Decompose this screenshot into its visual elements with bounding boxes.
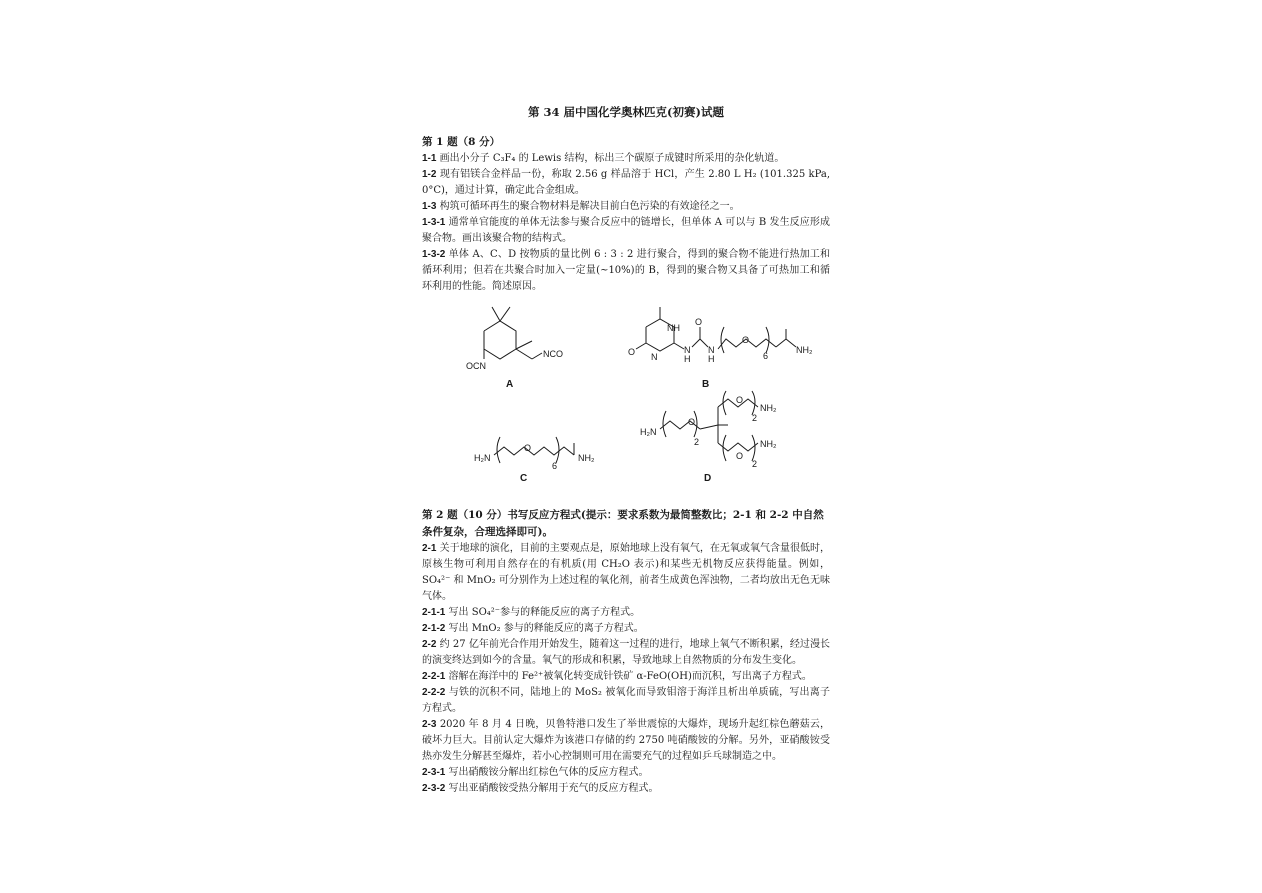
molecule-a — [466, 307, 563, 390]
molecule-d-ether-o-3: O — [736, 451, 744, 461]
question-1-heading: 第 1 题（8 分） — [422, 136, 501, 148]
item-text: 溶解在海洋中的 Fe²⁺被氧化转变成针铁矿 α-FeO(OH)而沉积，写出离子方程式。 — [448, 671, 812, 682]
molecule-d-nh2-1: NH₂ — [760, 403, 777, 413]
question-2-2 — [422, 637, 830, 669]
molecule-d-repeat-3: 2 — [752, 459, 758, 469]
molecule-b-repeat: 6 — [763, 351, 769, 361]
item-text: 约 27 亿年前光合作用开始发生，随着这一过程的进行，地球上氧气不断积累，经过漫长的演变终达到如今的含量。氧气的形成和积累，导致地球上自然物质的分布发生变化。 — [422, 639, 830, 666]
molecule-b-nh: NH — [667, 323, 680, 333]
molecule-d-h2n: H₂N — [640, 427, 657, 437]
molecule-d-ether-o-2: O — [736, 395, 744, 405]
molecule-c-ether-o: O — [524, 443, 532, 453]
question-2-heading: 第 2 题（10 分）书写反应方程式(提示：要求系数为最简整数比；2-1 和 2-2 中自然条件复杂，合理选择即可)。 — [422, 509, 824, 538]
page-title: 第 34 届中国化学奥林匹克(初赛)试题 — [528, 105, 724, 119]
question-2-3-1 — [422, 765, 830, 781]
molecule-b — [628, 307, 813, 390]
molecule-b-nh2: NH₂ — [796, 345, 813, 355]
molecule-b-carbonyl-o: O — [695, 317, 703, 327]
item-number: 2-1-2 — [422, 623, 446, 634]
molecule-c-nh2: NH₂ — [578, 453, 595, 463]
structures-figure — [422, 297, 830, 497]
molecule-d-repeat-1: 2 — [694, 437, 700, 447]
molecule-a-label: A — [506, 379, 514, 390]
molecule-a-ocn: OCN — [466, 361, 486, 371]
molecule-d — [640, 391, 777, 484]
item-number: 2-2-1 — [422, 671, 446, 682]
item-number: 2-3 — [422, 719, 437, 730]
item-text: 通常单官能度的单体无法参与聚合反应中的链增长，但单体 A 可以与 B 发生反应形成聚合物。画出该聚合物的结构式。 — [422, 217, 830, 244]
question-1-2 — [422, 167, 830, 199]
molecule-b-urea-n1: N — [684, 345, 691, 355]
structures-svg — [422, 297, 830, 497]
question-2-1 — [422, 541, 830, 605]
molecule-b-ring-o: O — [628, 347, 636, 357]
item-text: 现有铝镁合金样品一份，称取 2.56 g 样品溶于 HCl，产生 2.80 L H₂ (101.325 kPa, 0°C)，通过计算，确定此合金组成。 — [422, 169, 831, 196]
question-2-3 — [422, 717, 830, 765]
item-number: 1-1 — [422, 153, 437, 164]
molecule-b-urea-h1: H — [684, 354, 691, 364]
molecule-c-h2n: H₂N — [474, 453, 491, 463]
molecule-d-label: D — [704, 473, 712, 484]
item-text: 写出 MnO₂ 参与的释能反应的离子方程式。 — [448, 623, 644, 634]
item-text: 画出小分子 C₃F₄ 的 Lewis 结构，标出三个碳原子成键时所采用的杂化轨道。 — [439, 153, 785, 164]
question-1-3-1 — [422, 215, 830, 247]
molecule-b-urea-h2: H — [708, 354, 715, 364]
molecule-d-nh2-2: NH₂ — [760, 439, 777, 449]
item-text: 与铁的沉积不同，陆地上的 MoS₂ 被氧化而导致钼溶于海洋且析出单质硫，写出离子方程式。 — [422, 687, 830, 714]
molecule-c-label: C — [520, 473, 528, 484]
item-text: 构筑可循环再生的聚合物材料是解决目前白色污染的有效途径之一。 — [439, 201, 740, 212]
question-2-2-1 — [422, 669, 830, 685]
item-number: 1-2 — [422, 169, 437, 180]
molecule-c-repeat: 6 — [552, 461, 558, 471]
item-text: 写出硝酸铵分解出红棕色气体的反应方程式。 — [448, 767, 649, 778]
molecule-d-ether-o-1: O — [688, 417, 696, 427]
question-1-3-2 — [422, 247, 830, 295]
question-1-3 — [422, 199, 830, 215]
molecule-b-ether-o: O — [742, 335, 750, 345]
molecule-b-ring-n: N — [651, 352, 658, 362]
item-number: 2-3-2 — [422, 783, 446, 794]
molecule-a-nco: NCO — [543, 349, 563, 359]
item-text: 写出 SO₄²⁻参与的释能反应的离子方程式。 — [448, 607, 641, 618]
item-number: 1-3 — [422, 201, 437, 212]
exam-page — [422, 96, 830, 796]
question-2-1-2 — [422, 621, 830, 637]
question-2-3-2 — [422, 781, 830, 797]
item-number: 2-3-1 — [422, 767, 446, 778]
question-2-2-2 — [422, 685, 830, 717]
molecule-d-repeat-2: 2 — [752, 413, 758, 423]
molecule-b-label: B — [702, 379, 710, 390]
molecule-b-urea-n2: N — [708, 345, 715, 355]
item-text: 关于地球的演化，目前的主要观点是，原始地球上没有氧气，在无氧或氧气含量很低时，原核生物可利用自然存在的有机质(用 CH₂O 表示)和某些无机物反应获得能量。例如，SO₄²⁻ 和 MnO₂ 可分别作为上述过程的氧化剂，前者生成黄色浑浊物，二者均放出无色无味气体。 — [422, 543, 831, 602]
item-number: 1-3-1 — [422, 217, 446, 228]
item-text: 写出亚硝酸铵受热分解用于充气的反应方程式。 — [448, 783, 659, 794]
item-number: 2-2-2 — [422, 687, 446, 698]
item-number: 2-1-1 — [422, 607, 446, 618]
question-1-1 — [422, 151, 830, 167]
item-number: 2-1 — [422, 543, 437, 554]
molecule-c — [474, 437, 595, 484]
item-text: 2020 年 8 月 4 日晚，贝鲁特港口发生了举世震惊的大爆炸，现场升起红棕色蘑菇云，破坏力巨大。目前认定大爆炸为该港口存储的约 2750 吨硝酸铵的分解。另外，亚硝酸铵受热亦发生分解甚至爆炸，若小心控制则可用在需要充气的过程如乒乓球制造之中。 — [422, 719, 830, 762]
item-number: 2-2 — [422, 639, 437, 650]
item-text: 单体 A、C、D 按物质的量比例 6 : 3 : 2 进行聚合，得到的聚合物不能进行热加工和循环利用；但若在共聚合时加入一定量(~10%)的 B，得到的聚合物又具备了可热加工和循环利用的性能。简述原因。 — [422, 249, 830, 292]
item-number: 1-3-2 — [422, 249, 446, 260]
question-2-1-1 — [422, 605, 830, 621]
